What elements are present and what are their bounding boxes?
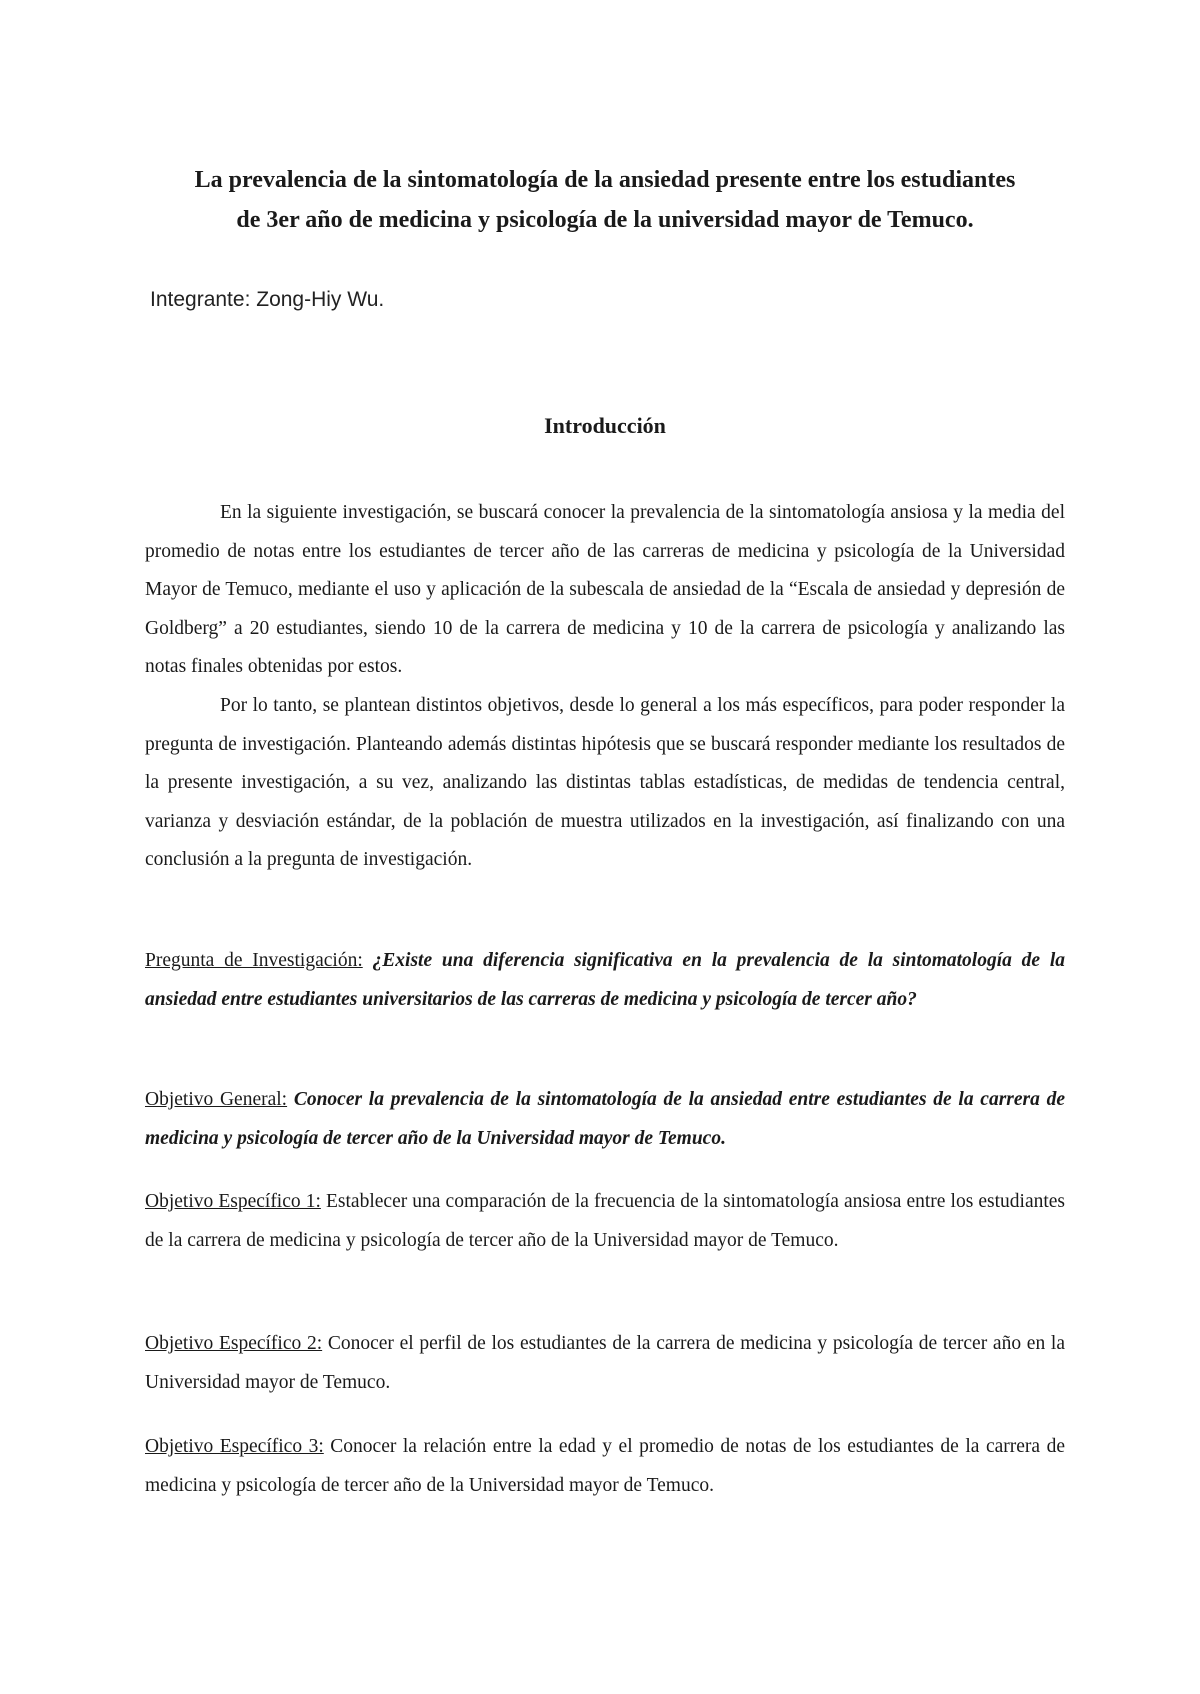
intro-paragraph-1: En la siguiente investigación, se buscará conocer la prevalencia de la sintomatología ansiosa y la media del promedio de notas entre los estudiantes de tercer año de las carreras de medicina y psicología de la Universidad Mayor de Temuco, mediante el uso y aplicación de la subescala de ansiedad de la “Escala de ansiedad y depresión de Goldberg” a 20 estudiantes, siendo 10 de la carrera de medicina y 10 de la carrera de psicología y analizando las notas finales obtenidas por estos.	[145, 502, 1065, 678]
section-heading-introduccion: Introducción	[544, 413, 666, 438]
title-line-2: de 3er año de medicina y psicología de la universidad mayor de Temuco.	[236, 207, 974, 233]
general-objective-text: Conocer la prevalencia de la sintomatología de la ansiedad entre estudiantes de la carrera de medicina y psicología de tercer año de la Universidad mayor de Temuco.	[145, 1089, 1066, 1149]
specific-objective-3-label: Objetivo Específico 3:	[145, 1436, 324, 1457]
specific-objective-1-label: Objetivo Específico 1:	[145, 1191, 321, 1212]
general-objective	[145, 1081, 1065, 1158]
title-line-1: La prevalencia de la sintomatología de la ansiedad presente entre los estudiantes	[194, 167, 1016, 193]
specific-objective-1-text: Establecer una comparación de la frecuencia de la sintomatología ansiosa entre los estudiantes de la carrera de medicina y psicología de tercer año de la Universidad mayor de Temuco.	[145, 1191, 1066, 1251]
specific-objective-3	[145, 1428, 1065, 1505]
document-title	[140, 160, 1070, 240]
intro-paragraph-2: Por lo tanto, se plantean distintos objetivos, desde lo general a los más específicos, para poder responder la pregunta de investigación. Planteando además distintas hipótesis que se buscará responder mediante los resultados de la presente investigación, a su vez, analizando las distintas tablas estadísticas, de medidas de tendencia central, varianza y desviación estándar, de la población de muestra utilizados en la investigación, así finalizando con una conclusión a la pregunta de investigación.	[145, 695, 1065, 871]
specific-objective-2-text: Conocer el perfil de los estudiantes de la carrera de medicina y psicología de tercer año en la Universidad mayor de Temuco.	[145, 1333, 1065, 1393]
research-question	[145, 942, 1065, 1019]
specific-objective-3-text: Conocer la relación entre la edad y el promedio de notas de los estudiantes de la carrera de medicina y psicología de tercer año de la Universidad mayor de Temuco.	[145, 1436, 1065, 1496]
research-question-text: ¿Existe una diferencia significativa en la prevalencia de la sintomatología de la ansiedad entre estudiantes universitarios de las carreras de medicina y psicología de tercer año?	[145, 950, 1065, 1010]
specific-objective-1	[145, 1183, 1065, 1260]
general-objective-label: Objetivo General:	[145, 1089, 288, 1110]
research-question-label: Pregunta de Investigación:	[145, 950, 363, 971]
author-line: Integrante: Zong-Hiy Wu.	[150, 288, 385, 311]
specific-objective-2	[145, 1325, 1065, 1402]
specific-objective-2-label: Objetivo Específico 2:	[145, 1333, 323, 1354]
